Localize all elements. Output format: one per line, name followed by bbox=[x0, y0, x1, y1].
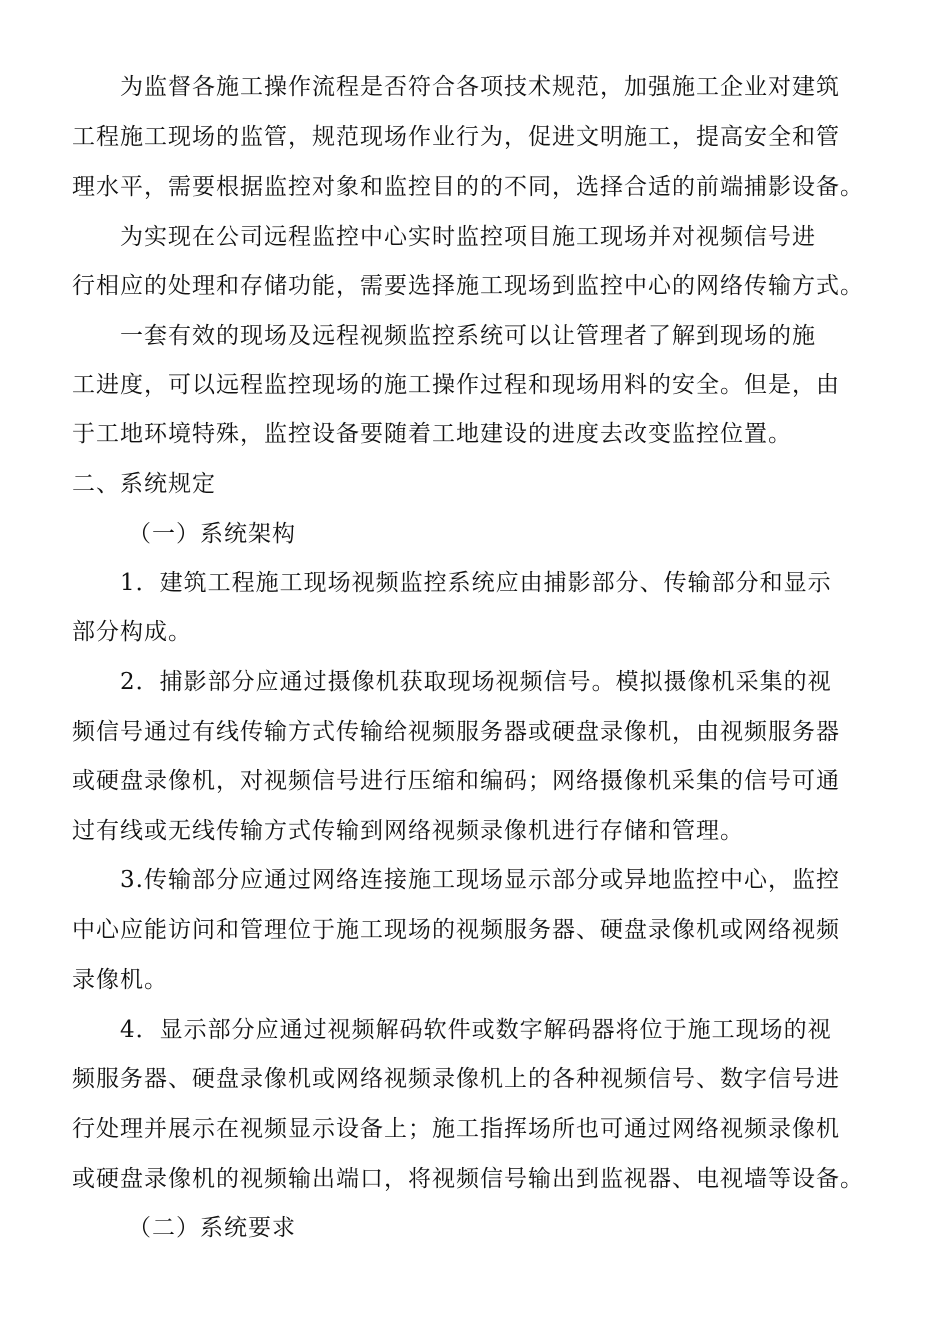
paragraph-1-line-1: 为监督各施工操作流程是否符合各项技术规范，加强施工企业对建筑 bbox=[120, 74, 840, 100]
item-3-line-1: 3.传输部分应通过网络连接施工现场显示部分或异地监控中心，监控 bbox=[120, 867, 840, 893]
paragraph-1-line-3: 理水平，需要根据监控对象和监控目的的不同，选择合适的前端捕影设备。 bbox=[72, 174, 864, 200]
paragraph-2-line-2: 行相应的处理和存储功能，需要选择施工现场到监控中心的网络传输方式。 bbox=[72, 273, 864, 299]
paragraph-3-line-2: 工进度，可以远程监控现场的施工操作过程和现场用料的安全。但是，由 bbox=[72, 372, 840, 398]
item-3-line-3: 录像机。 bbox=[72, 967, 168, 993]
paragraph-3-line-1: 一套有效的现场及远程视频监控系统可以让管理者了解到现场的施 bbox=[120, 323, 816, 349]
item-1-line-1: 1．建筑工程施工现场视频监控系统应由捕影部分、传输部分和显示 bbox=[120, 570, 832, 596]
item-1-line-2: 部分构成。 bbox=[72, 619, 192, 645]
paragraph-1-line-2: 工程施工现场的监管，规范现场作业行为，促进文明施工，提高安全和管 bbox=[72, 124, 840, 150]
item-4-line-3: 行处理并展示在视频显示设备上；施工指挥场所也可通过网络视频录像机 bbox=[72, 1116, 840, 1142]
item-2-line-3: 或硬盘录像机，对视频信号进行压缩和编码；网络摄像机采集的信号可通 bbox=[72, 768, 840, 794]
paragraph-3-line-3: 于工地环境特殊，监控设备要随着工地建设的进度去改变监控位置。 bbox=[72, 421, 792, 447]
item-4-line-2: 频服务器、硬盘录像机或网络视频录像机上的各种视频信号、数字信号进 bbox=[72, 1066, 840, 1092]
item-2-line-2: 频信号通过有线传输方式传输给视频服务器或硬盘录像机，由视频服务器 bbox=[72, 719, 840, 745]
subsection-heading-requirements: （二）系统要求 bbox=[128, 1215, 296, 1241]
subsection-heading-architecture: （一）系统架构 bbox=[128, 521, 296, 547]
item-2-line-1: 2．捕影部分应通过摄像机获取现场视频信号。模拟摄像机采集的视 bbox=[120, 669, 832, 695]
item-4-line-4: 或硬盘录像机的视频输出端口，将视频信号输出到监视器、电视墙等设备。 bbox=[72, 1166, 864, 1192]
paragraph-2-line-1: 为实现在公司远程监控中心实时监控项目施工现场并对视频信号进 bbox=[120, 224, 816, 250]
item-3-line-2: 中心应能访问和管理位于施工现场的视频服务器、硬盘录像机或网络视频 bbox=[72, 917, 840, 943]
item-2-line-4: 过有线或无线传输方式传输到网络视频录像机进行存储和管理。 bbox=[72, 818, 744, 844]
item-4-line-1: 4．显示部分应通过视频解码软件或数字解码器将位于施工现场的视 bbox=[120, 1017, 832, 1043]
section-heading-system-rules: 二、系统规定 bbox=[72, 471, 216, 497]
